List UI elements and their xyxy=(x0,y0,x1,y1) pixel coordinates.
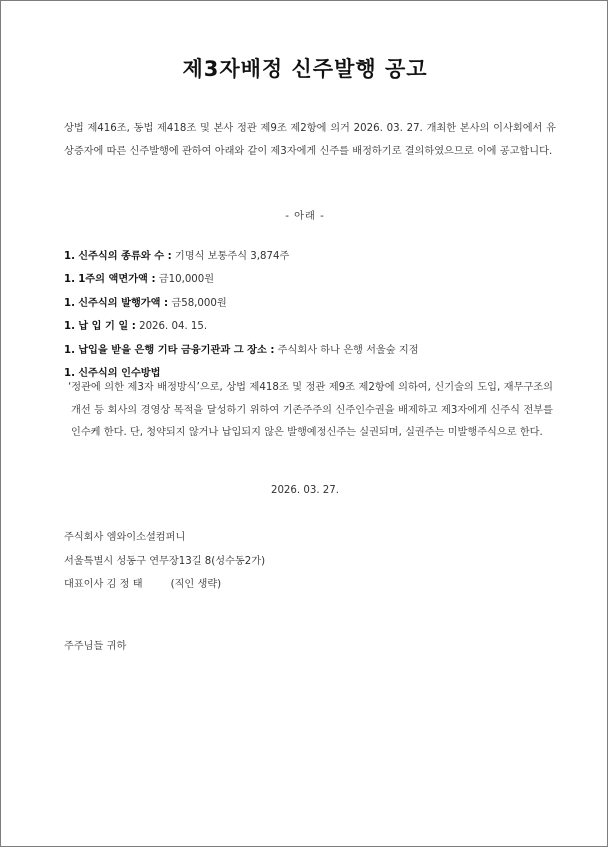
item-label: 신주식의 인수방법 xyxy=(78,367,161,379)
closing-salutation: 주주님들 귀하 xyxy=(64,641,127,652)
list-item xyxy=(64,315,564,338)
item-value: 기명식 보통주식 3,874주 xyxy=(174,251,290,262)
page-title: 제3자배정 신주발행 공고 xyxy=(182,57,428,81)
list-item xyxy=(64,268,564,291)
list-item xyxy=(64,339,564,362)
item-number: 1. xyxy=(64,344,75,356)
item-value: 금10,000원 xyxy=(158,274,215,286)
company-name: 주식회사 엠와이소셜컴퍼니 xyxy=(64,532,186,543)
intro-paragraph: 상법 제416조, 동법 제418조 및 본사 정관 제9조 제2항에 의거 2026. 03. 27. 개최한 본사의 이사회에서 유상증자에 따른 신주발행에 관하여 아래와 같이 제3자에게 신주를 배정하기로 결의하였으므로 이에 공고합니다. xyxy=(64,123,556,157)
item-list xyxy=(64,245,564,385)
notice-date: 2026. 03. 27. xyxy=(270,485,340,496)
seal-note: (직인 생략) xyxy=(170,579,222,590)
item-value: 금58,000원 xyxy=(171,297,227,309)
item-label: 납 입 기 일 : xyxy=(78,321,136,333)
item-number: 1. xyxy=(64,297,75,309)
item-value: 주식회사 하나 은행 서울숲 지점 xyxy=(277,344,419,356)
item-number: 1. xyxy=(64,274,75,286)
item-number: 1. xyxy=(64,251,75,262)
item-label: 1주의 액면가액 : xyxy=(78,274,156,286)
company-address: 서울특별시 성동구 연무장13길 8(성수동2가) xyxy=(64,555,266,567)
item-label: 납입을 받을 은행 기타 금융기관과 그 장소 : xyxy=(78,344,275,356)
company-block xyxy=(64,526,265,597)
list-item xyxy=(64,292,564,315)
item-label: 신주식의 발행가액 : xyxy=(78,297,169,309)
item-value: 2026. 04. 15. xyxy=(139,321,208,333)
item-number: 1. xyxy=(64,321,75,333)
subscription-method-text: ‘정관에 의한 제3자 배정방식’으로, 상법 제418조 및 정관 제9조 제2항에 의하여, 신기술의 도입, 재무구조의 개선 등 회사의 경영상 목적을 달성하기 위하여 기존주주의 신주인수권을 배제하고 제3자에게 신주식 전부를 인수케 한다. 단, 청약되지 않거나 납입되지 않은 발행예정신주는 실권되며, 실권주는 미발행주식으로 한다. xyxy=(68,382,553,439)
ceo-line xyxy=(64,573,265,597)
ceo-name: 대표이사 김 정 태 xyxy=(64,579,143,590)
section-divider: - 아래 - xyxy=(285,211,325,222)
item-label: 신주식의 종류와 수 : xyxy=(78,251,172,262)
list-item xyxy=(64,245,564,268)
item-number: 1. xyxy=(64,367,75,379)
